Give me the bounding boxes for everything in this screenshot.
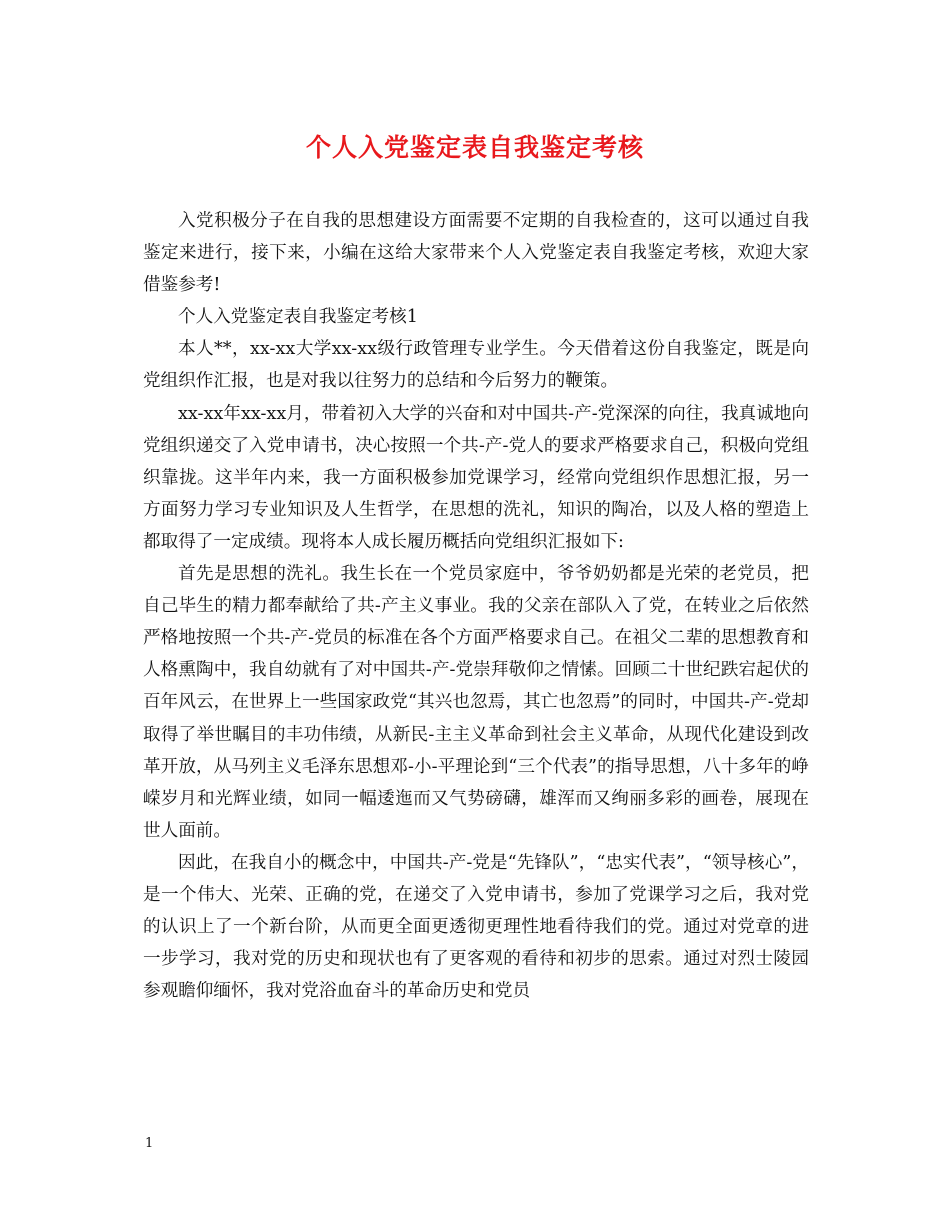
document-title: 个人入党鉴定表自我鉴定考核	[305, 133, 644, 162]
section-heading: 个人入党鉴定表自我鉴定考核1	[178, 307, 418, 328]
document-body	[143, 205, 809, 1007]
page-number: 1	[145, 1136, 154, 1151]
paragraph-understanding: 因此，在我自小的概念中，中国共-产-党是“先锋队”，“忠实代表”，“领导核心”，是一个伟大、光荣、正确的党，在递交了入党申请书，参加了党课学习之后，我对党的认识上了一个新台阶，从而更全面更透彻更理性地看待我们的党。通过对党章的进一步学习，我对党的历史和现状也有了更客观的看待和初步的思索。通过对烈士陵园参观瞻仰缅怀，我对党浴血奋斗的革命历史和党员	[143, 852, 809, 1002]
paragraph-application: xx-xx年xx-xx月，带着初入大学的兴奋和对中国共-产-党深深的向往，我真诚地向党组织递交了入党申请书，决心按照一个共-产-党人的要求严格要求自己，积极向党组织靠拢。这半年内来，我一方面积极参加党课学习，经常向党组织作思想汇报，另一方面努力学习专业知识及人生哲学，在思想的洗礼，知识的陶冶，以及人格的塑造上都取得了一定成绩。现将本人成长履历概括向党组织汇报如下:	[143, 403, 809, 552]
paragraph-thought: 首先是思想的洗礼。我生长在一个党员家庭中，爷爷奶奶都是光荣的老党员，把自己毕生的精力都奉献给了共-产主义事业。我的父亲在部队入了党，在转业之后依然严格地按照一个共-产-党员的标准在各个方面严格要求自己。在祖父二辈的思想教育和人格熏陶中，我自幼就有了对中国共-产-党崇拜敬仰之情愫。回顾二十世纪跌宕起伏的百年风云，在世界上一些国家政党“其兴也忽焉，其亡也忽焉”的同时，中国共-产-党却取得了举世瞩目的丰功伟绩，从新民-主主义革命到社会主义革命，从现代化建设到改革开放，从马列主义毛泽东思想邓-小-平理论到“三个代表”的指导思想，八十多年的峥嵘岁月和光辉业绩，如同一幅逶迤而又气势磅礴，雄浑而又绚丽多彩的画卷，展现在世人面前。	[143, 564, 809, 841]
paragraph-intro: 入党积极分子在自我的思想建设方面需要不定期的自我检查的，这可以通过自我鉴定来进行，接下来，小编在这给大家带来个人入党鉴定表自我鉴定考核，欢迎大家借鉴参考!	[143, 211, 809, 296]
paragraph-self-intro: 本人**，xx-xx大学xx-xx级行政管理专业学生。今天借着这份自我鉴定，既是向党组织作汇报，也是对我以往努力的总结和今后努力的鞭策。	[143, 339, 809, 392]
